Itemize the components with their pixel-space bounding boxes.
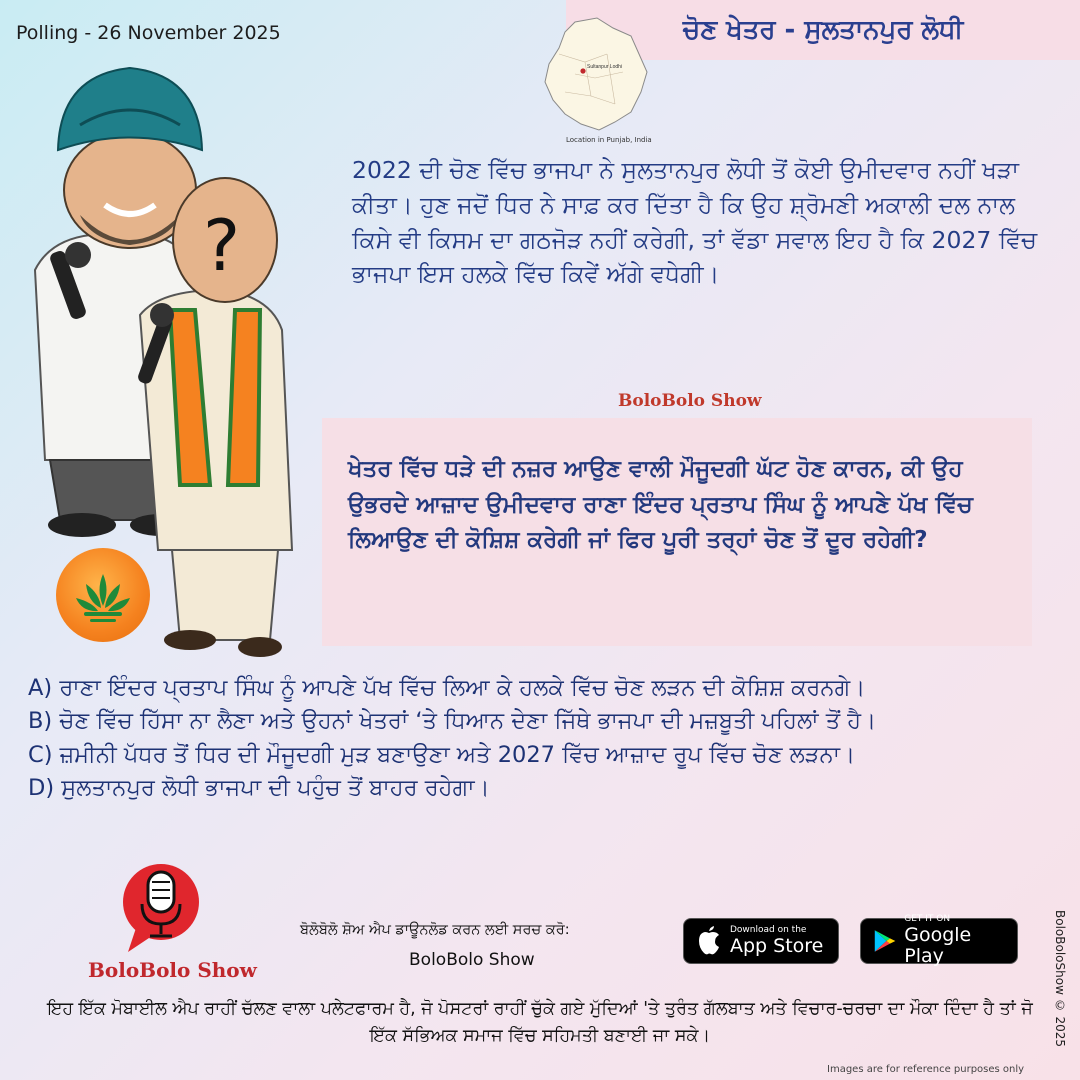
option-a[interactable]: A) ਰਾਣਾ ਇੰਦਰ ਪ੍ਰਤਾਪ ਸਿੰਘ ਨੂੰ ਆਪਣੇ ਪੱਖ ਵਿੱਚ ਲਿਆ ਕੇ ਹਲਕੇ ਵਿੱਚ ਚੋਣ ਲੜਨ ਦੀ ਕੋਸ਼ਿਸ਼ ਕਰਨਗੇ। bbox=[28, 675, 866, 701]
map-caption: Location in Punjab, India bbox=[566, 136, 652, 144]
footer-description: ਇਹ ਇੱਕ ਮੋਬਾਈਲ ਐਪ ਰਾਹੀਂ ਚੱਲਣ ਵਾਲਾ ਪਲੇਟਫਾਰਮ ਹੈ, ਜੋ ਪੋਸਟਰਾਂ ਰਾਹੀਂ ਚੁੱਕੇ ਗਏ ਮੁੱਦਿਆਂ 'ਤੇ ਤੁਰੰਤ ਗੱਲਬਾਤ ਅਤੇ ਵਿਚਾਰ-ਚਰਚਾ ਦਾ ਮੌਕਾ ਦਿੰਦਾ ਹੈ ਤਾਂ ਜੋ ਇੱਕ ਸੱਭਿਅਕ ਸਮਾਜ ਵਿੱਚ ਸਹਿਮਤੀ ਬਣਾਈ ਜਾ ਸਕੇ। bbox=[47, 999, 1033, 1047]
search-term: BoloBolo Show bbox=[409, 950, 535, 970]
watermark-logo: BoloBolo Show bbox=[618, 391, 762, 411]
poll-question: ਖੇਤਰ ਵਿੱਚ ਧੜੇ ਦੀ ਨਜ਼ਰ ਆਉਣ ਵਾਲੀ ਮੌਜੂਦਗੀ ਘੱਟ ਹੋਣ ਕਾਰਨ, ਕੀ ਉਹ ਉਭਰਦੇ ਆਜ਼ਾਦ ਉਮੀਦਵਾਰ ਰਾਣਾ ਇੰਦਰ ਪ੍ਰਤਾਪ ਸਿੰਘ ਨੂੰ ਆਪਣੇ ਪੱਖ ਵਿੱਚ ਲਿਆਉਣ ਦੀ ਕੋਸ਼ਿਸ਼ ਕਰੇਗੀ ਜਾਂ ਫਿਰ ਪੂਰੀ ਤਰ੍ਹਾਂ ਚੋਣ ਤੋਂ ਦੂਰ ਰਹੇਗੀ? bbox=[348, 456, 973, 554]
google-play-icon bbox=[873, 927, 896, 955]
poll-options bbox=[28, 672, 1068, 805]
map-label: Sultanpur Lodhi bbox=[587, 64, 623, 70]
apple-icon bbox=[696, 926, 722, 956]
punjab-map bbox=[535, 14, 655, 149]
constituency-title: ਚੋਣ ਖੇਤਰ - ਸੁਲਤਾਨਪੁਰ ਲੋਧੀ bbox=[682, 14, 964, 45]
app-store-button[interactable] bbox=[683, 918, 839, 964]
search-hint: ਬੋਲੋਬੋਲੋ ਸ਼ੋਅ ਐਪ ਡਾਊਨਲੋਡ ਕਰਨ ਲਈ ਸਰਚ ਕਰੋ: bbox=[300, 922, 570, 938]
disclaimer: Images are for reference purposes only bbox=[827, 1064, 1025, 1075]
app-store-label: App Store bbox=[730, 934, 824, 957]
option-c[interactable]: C) ਜ਼ਮੀਨੀ ਪੱਧਰ ਤੋਂ ਧਿਰ ਦੀ ਮੌਜੂਦਗੀ ਮੁੜ ਬਣਾਉਣਾ ਅਤੇ 2027 ਵਿੱਚ ਆਜ਼ਾਦ ਰੂਪ ਵਿੱਚ ਚੋਣ ਲੜਨਾ। bbox=[28, 741, 856, 768]
question-mark-icon: ? bbox=[203, 205, 241, 287]
lotus-logo-icon bbox=[56, 548, 150, 642]
polling-date: Polling - 26 November 2025 bbox=[16, 22, 281, 44]
google-play-caption: GET IT ON bbox=[904, 914, 951, 925]
app-store-caption: Download on the bbox=[730, 924, 807, 935]
microphone-icon bbox=[120, 858, 202, 956]
brand-name: BoloBolo Show bbox=[88, 958, 257, 982]
intro-paragraph: 2022 ਦੀ ਚੋਣ ਵਿੱਚ ਭਾਜਪਾ ਨੇ ਸੁਲਤਾਨਪੁਰ ਲੋਧੀ ਤੋਂ ਕੋਈ ਉਮੀਦਵਾਰ ਨਹੀਂ ਖੜਾ ਕੀਤਾ। ਹੁਣ ਜਦੋਂ ਧਿਰ ਨੇ ਸਾਫ਼ ਕਰ ਦਿੱਤਾ ਹੈ ਕਿ ਉਹ ਸ਼੍ਰੋਮਣੀ ਅਕਾਲੀ ਦਲ ਨਾਲ ਕਿਸੇ ਵੀ ਕਿਸਮ ਦਾ ਗਠਜੋੜ ਨਹੀਂ ਕਰੇਗੀ, ਤਾਂ ਵੱਡਾ ਸਵਾਲ ਇਹ ਹੈ ਕਿ 2027 ਵਿੱਚ ਭਾਜਪਾ ਇਸ ਹਲਕੇ ਵਿੱਚ ਕਿਵੇਂ ਅੱਗੇ ਵਧੇਗੀ। bbox=[352, 156, 1037, 289]
option-d[interactable]: D) ਸੁਲਤਾਨਪੁਰ ਲੋਧੀ ਭਾਜਪਾ ਦੀ ਪਹੁੰਚ ਤੋਂ ਬਾਹਰ ਰਹੇਗਾ। bbox=[28, 774, 490, 801]
location-dot bbox=[580, 68, 585, 73]
option-b[interactable]: B) ਚੋਣ ਵਿੱਚ ਹਿੱਸਾ ਨਾ ਲੈਣਾ ਅਤੇ ਉਹਨਾਂ ਖੇਤਰਾਂ ‘ਤੇ ਧਿਆਨ ਦੇਣਾ ਜਿੱਥੇ ਭਾਜਪਾ ਦੀ ਮਜ਼ਬੂਤੀ ਪਹਿਲਾਂ ਤੋਂ ਹੈ। bbox=[28, 708, 877, 735]
google-play-label: Google Play bbox=[904, 924, 972, 967]
copyright: BoloBoloShow © 2025 bbox=[1053, 910, 1067, 1048]
google-play-button[interactable] bbox=[860, 914, 1018, 967]
